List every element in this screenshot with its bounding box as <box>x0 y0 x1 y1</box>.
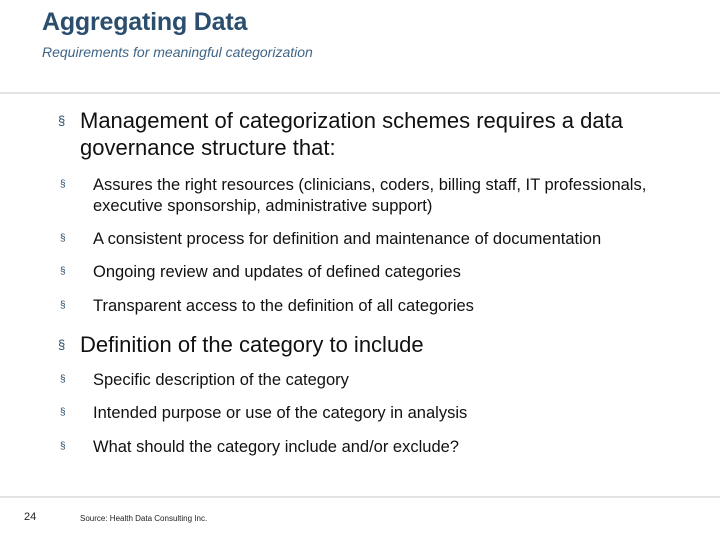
bullet-icon: § <box>58 337 66 352</box>
section2-item: Intended purpose or use of the category in analysis <box>93 404 468 422</box>
page-number: 24 <box>24 511 37 523</box>
section2-heading: Definition of the category to include <box>80 332 424 357</box>
footer-divider <box>0 496 720 498</box>
section2-item: What should the category include and/or exclude? <box>93 438 459 456</box>
section1-item: Assures the right resources (clinicians, coders, billing staff, IT professionals, executive sponsorship, administrative support) <box>93 176 647 215</box>
bullet-icon: § <box>60 374 66 385</box>
section1-item: Transparent access to the definition of all categories <box>93 297 474 315</box>
section1-item: Ongoing review and updates of defined categories <box>93 263 461 281</box>
bullet-icon: § <box>60 233 66 244</box>
bullet-icon: § <box>60 300 66 311</box>
bullet-icon: § <box>60 441 66 452</box>
bullet-icon: § <box>58 113 66 128</box>
bullet-icon: § <box>60 407 66 418</box>
slide-title: Aggregating Data <box>42 8 248 36</box>
slide-header <box>0 0 720 94</box>
bullet-icon: § <box>60 266 66 277</box>
section1-heading: Management of categorization schemes requires a data governance structure that: <box>80 108 623 160</box>
section2-item: Specific description of the category <box>93 371 349 389</box>
section1-item: A consistent process for definition and maintenance of documentation <box>93 230 602 248</box>
source-note: Source: Health Data Consulting Inc. <box>80 514 208 523</box>
bullet-icon: § <box>60 179 66 190</box>
slide-subtitle: Requirements for meaningful categorization <box>42 44 313 60</box>
